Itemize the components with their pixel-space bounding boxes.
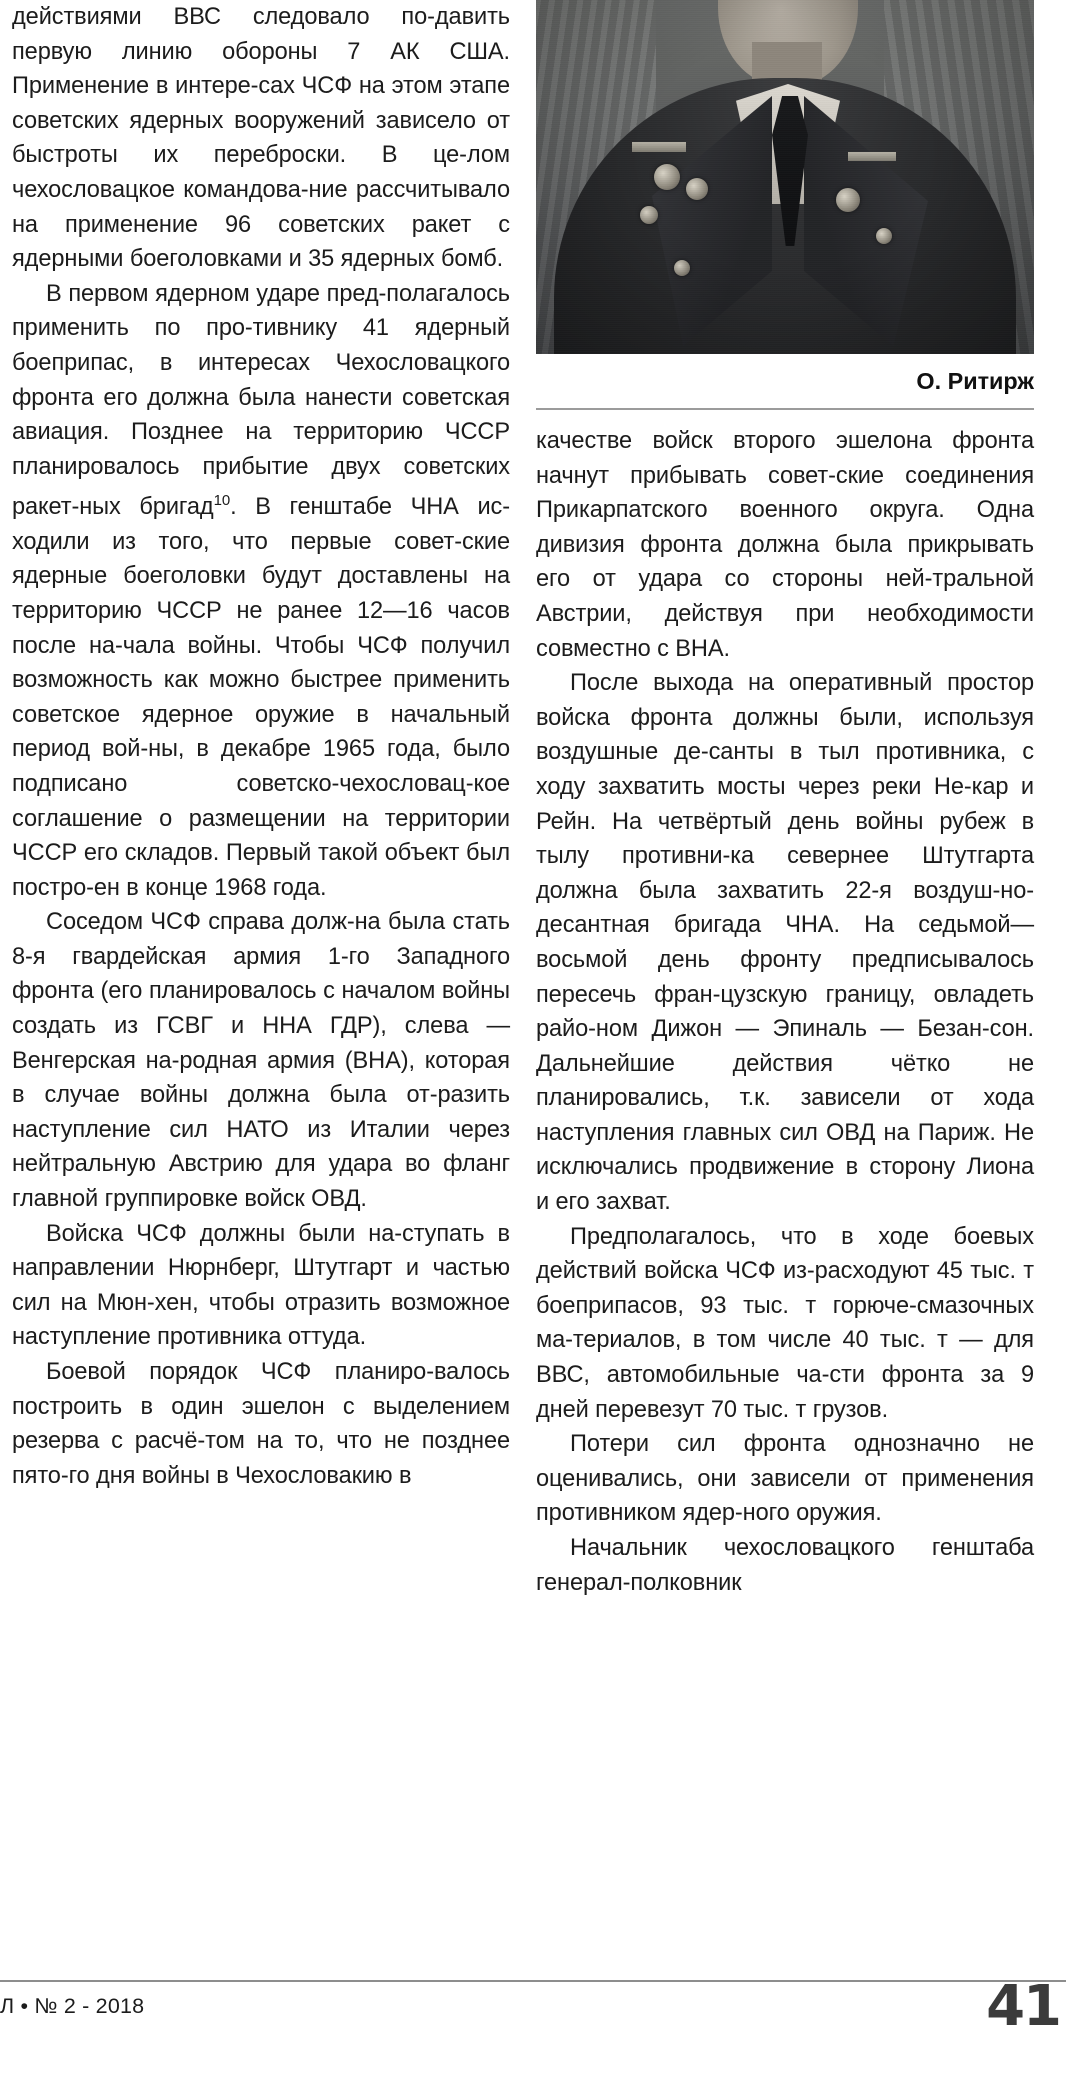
paragraph: В первом ядерном ударе пред-полагалось применить по про-тивнику 41 ядерный боеприпас, в интересах Чехословацкого фронта его должна была нанести советская авиация. Позднее на территорию ЧССР планировалось прибытие двух советских ракет-ных бригад$^{10}$. В генштабе ЧНА ис-ходили из того, что первые совет-ские ядерные боеголовки будут доставлены на территорию ЧССР не ранее 12—16 часов после на-чала войны. Чтобы ЧСФ получил возможность как можно быстрее применить советское ядерное оружие в начальный период вой-ны, в декабре 1965 года, было подписано советско-чехословац-кое соглашение о размещении на территории ЧССР его складов. Первый такой объект был постро-ен в конце 1968 года. [12,280,510,901]
photo-figure [536,0,1034,410]
paragraph: Потери сил фронта однозначно не оценивались, они зависели от применения противником ядер-ного оружия. [536,1431,1034,1527]
paragraph: Войска ЧСФ должны были на-ступать в направлении Нюрнберг, Штутгарт и частью сил на Мюн-хен, чтобы отразить возможное наступление противника оттуда. [12,1220,510,1351]
paragraph: Боевой порядок ЧСФ планиро-валось построить в один эшелон с выделением резерва с расчё-том на то, что не позднее пято-го дня войны в Чехословакию в [12,1359,510,1489]
paragraph-text: В первом ядерном ударе пред-полагалось применить по про-тивнику 41 ядерный боеприпас, в интересах Чехословацкого фронта его должна была нанести советская авиация. Позднее на территорию ЧССР планировалось прибытие двух советских ракет-ных бригад [12,280,510,521]
footer-issue-label: Л • № 2 - 2018 [0,1994,145,2018]
page-number: 41 [986,1974,1060,2039]
paragraph: Начальник чехословацкого генштаба генерал-полковник [536,1535,1034,1596]
footnote-marker: 10 [213,492,231,510]
paragraph: качестве войск второго эшелона фронта начнут прибывать совет-ские соединения Прикарпатского военного округа. Одна дивизия фронта должна была прикрывать его от удара со стороны ней-тральной Австрии, действуя при необходимости совместно с ВНА. [536,428,1034,662]
paragraph-text-cont: В генштабе ЧНА ис-ходили из того, что первые совет-ские ядерные боеголовки будут доставлены на территорию ЧССР не ранее 12—16 часов после на-чала войны. Чтобы ЧСФ получил возможность как можно быстрее применить советское ядерное оружие в начальный период вой-ны, в декабре 1965 года, было подписано советско-чехословац-кое соглашение о размещении на территории ЧССР его складов. Первый такой объект был постро-ен в конце 1968 года. [12,494,510,901]
two-column-layout [12,0,1066,1600]
photo-caption: О. Ритирж [916,368,1034,394]
page-footer [0,1974,1078,2040]
portrait-photo [536,0,1034,354]
paragraph: Соседом ЧСФ справа долж-на была стать 8-я гвардейская армия 1-го Западного фронта (его планировалось с началом войны создать из ГСВГ и ННА ГДР), слева — Венгерская на-родная армия (ВНА), которая в случае войны должна была от-разить наступление сил НАТО из Италии через нейтральную Австрию для удара во фланг главной группировке войск ОВД. [12,909,510,1213]
left-column [12,0,510,1600]
photo-grain [536,0,1034,354]
paragraph: Предполагалось, что в ходе боевых действий войска ЧСФ из-расходуют 45 тыс. т боеприпасов, 93 тыс. т горюче-смазочных ма-териалов, в том числе 40 тыс. т — для ВВС, автомобильные ча-сти фронта за 9 дней перевезут 70 тыс. т грузов. [536,1223,1034,1423]
right-column [536,0,1034,1600]
footer-divider [0,1980,1066,1982]
paragraph: действиями ВВС следовало по-давить первую линию обороны 7 АК США. Применение в интере-сах ЧСФ на этом этапе советских ядерных вооружений зависело от быстроты их переброски. В це-лом чехословацкое командова-ние рассчитывало на применение 96 советских ракет с ядерными боеголовками и 35 ядерных бомб. [12,4,510,273]
divider [536,408,1034,410]
paragraph: После выхода на оперативный простор войска фронта должны были, используя воздушные де-санты в тыл противника, с ходу захватить мосты через реки Не-кар и Рейн. На четвёртый день войны рубеж в тылу противни-ка севернее Штутгарта должна была захватить 22-я воздуш-но-десантная бригада ЧНА. На седьмой—восьмой день фронту предписывалось пересечь фран-цузскую границу, овладеть райо-ном Дижон — Эпиналь — Безан-сон. Дальнейшие действия чётко не планировались, т.к. зависели от хода наступления главных сил ОВД на Париж. Не исключались продвижение в сторону Лиона и его захват. [536,670,1034,1216]
